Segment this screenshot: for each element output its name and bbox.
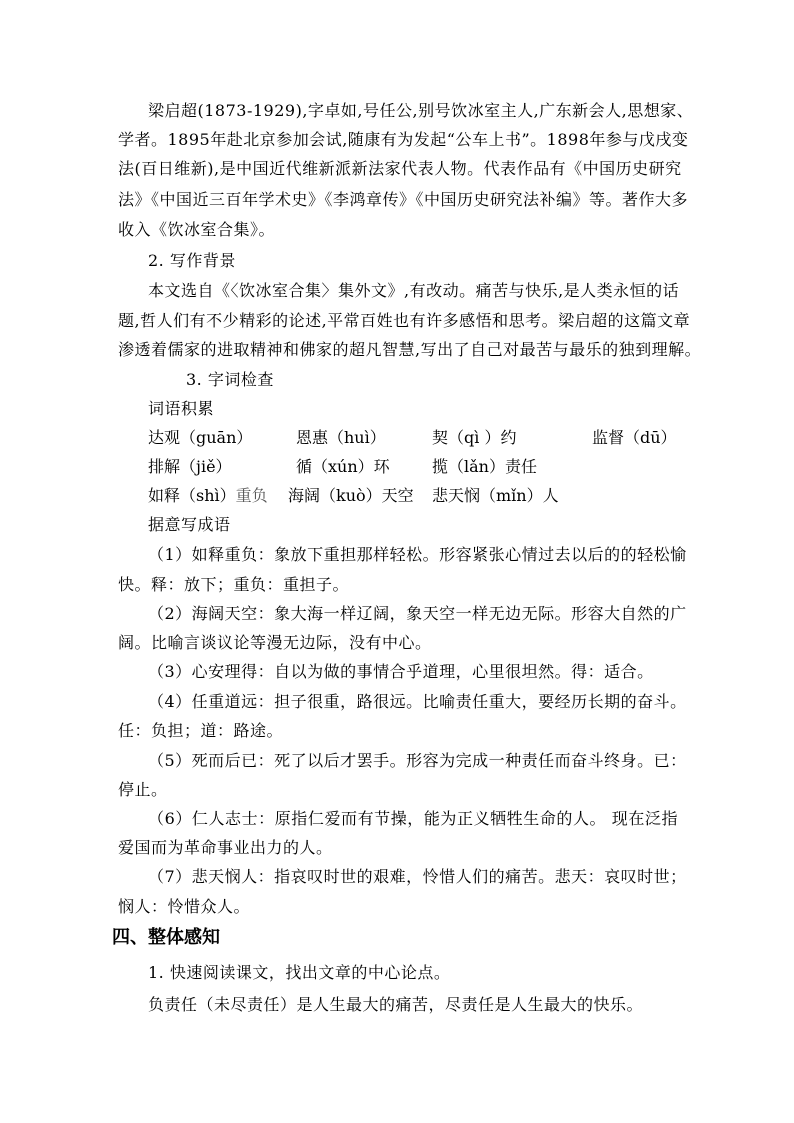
words-heading: 3. 字词检查 (186, 370, 274, 389)
bio-line-3: 法(百日维新),是中国近代维新派新法家代表人物。代表作品有《中国历史研究 (118, 159, 682, 178)
bio-line-4: 法》《中国近三百年学术史》《李鸿章传》《中国历史研究法补编》等。著作大多 (118, 190, 689, 209)
idiom-2-line-2: 阔。比喻言谈议论等漫无边际，没有中心。 (118, 633, 432, 652)
vocab-item: 循（xún）环 (296, 457, 390, 476)
bio-line-1: 梁启超(1873-1929),字卓如,号任公,别号饮冰室主人,广东新会人,思想家、 (148, 101, 694, 120)
idiom-3-line-1: （3）心安理得：自以为做的事情合乎道理，心里很坦然。得：适合。 (148, 662, 654, 681)
idiom-1-line-2: 快。释：放下；重负：重担子。 (118, 575, 350, 594)
idiom-7-line-1: （7）悲天悯人：指哀叹时世的艰难，怜惜人们的痛苦。悲天：哀叹时世； (148, 867, 687, 886)
background-heading: 2. 写作背景 (148, 251, 236, 270)
vocab-item: 海阔（kuò）天空 (288, 486, 414, 505)
vocab-item: 契（qì ）约 (432, 428, 517, 447)
vocab-subheading: 词语积累 (148, 399, 215, 418)
vocab-item: 监督（dū） (592, 428, 677, 447)
vocab-item-text-gray: 重负 (235, 486, 268, 505)
idiom-4-line-1: （4）任重道远：担子很重，路很远。比喻责任重大，要经历长期的奋斗。 (148, 692, 687, 711)
background-line-1: 本文选自《〈饮冰室合集〉集外文》,有改动。痛苦与快乐,是人类永恒的话 (148, 281, 680, 300)
section-4-heading: 四、整体感知 (112, 927, 220, 948)
bio-line-2: 学者。1895年赴北京参加会试,随康有为发起“公车上书”。1898年参与戊戌变 (118, 130, 689, 149)
idiom-5-line-1: （5）死而后已：死了以后才罢手。形容为完成一种责任而奋斗终身。已： (148, 751, 687, 770)
background-line-3: 渗透着儒家的进取精神和佛家的超凡智慧,写出了自己对最苦与最乐的独到理解。 (118, 340, 702, 359)
vocab-item: 排解（jiě） (148, 457, 232, 476)
background-line-2: 题,哲人们有不少精彩的论述,平常百姓也有许多感悟和思考。梁启超的这篇文章 (118, 311, 691, 330)
section-4-answer-1: 负责任（未尽责任）是人生最大的痛苦，尽责任是人生最大的快乐。 (148, 995, 644, 1014)
idiom-5-line-2: 停止。 (118, 780, 168, 799)
vocab-item: 揽（lǎn）责任 (432, 457, 537, 476)
idiom-4-line-2: 任：负担；道：路途。 (118, 721, 284, 740)
vocab-item (148, 485, 268, 507)
bio-line-5: 收入《饮冰室合集》。 (118, 220, 276, 239)
idiom-subheading: 据意写成语 (148, 515, 231, 534)
vocab-item: 悲天悯（mǐn）人 (432, 486, 559, 505)
vocab-item: 达观（guān） (148, 428, 253, 447)
section-4-question-1: 1. 快速阅读课文，找出文章的中心论点。 (148, 963, 451, 982)
idiom-1-line-1: （1）如释重负：象放下重担那样轻松。形容紧张心情过去以后的的轻松愉 (148, 545, 687, 564)
vocab-item: 恩惠（huì） (296, 428, 386, 447)
vocab-item-text: 如释（shì） (148, 486, 236, 505)
idiom-7-line-2: 悯人：怜惜众人。 (118, 897, 251, 916)
idiom-6-line-1: （6）仁人志士：原指仁爱而有节操，能为正义牺牲生命的人。 现在泛指 (148, 809, 678, 828)
idiom-6-line-2: 爱国而为革命事业出力的人。 (118, 838, 333, 857)
idiom-2-line-1: （2）海阔天空：象大海一样辽阔，象天空一样无边无际。形容大自然的广 (148, 604, 687, 623)
